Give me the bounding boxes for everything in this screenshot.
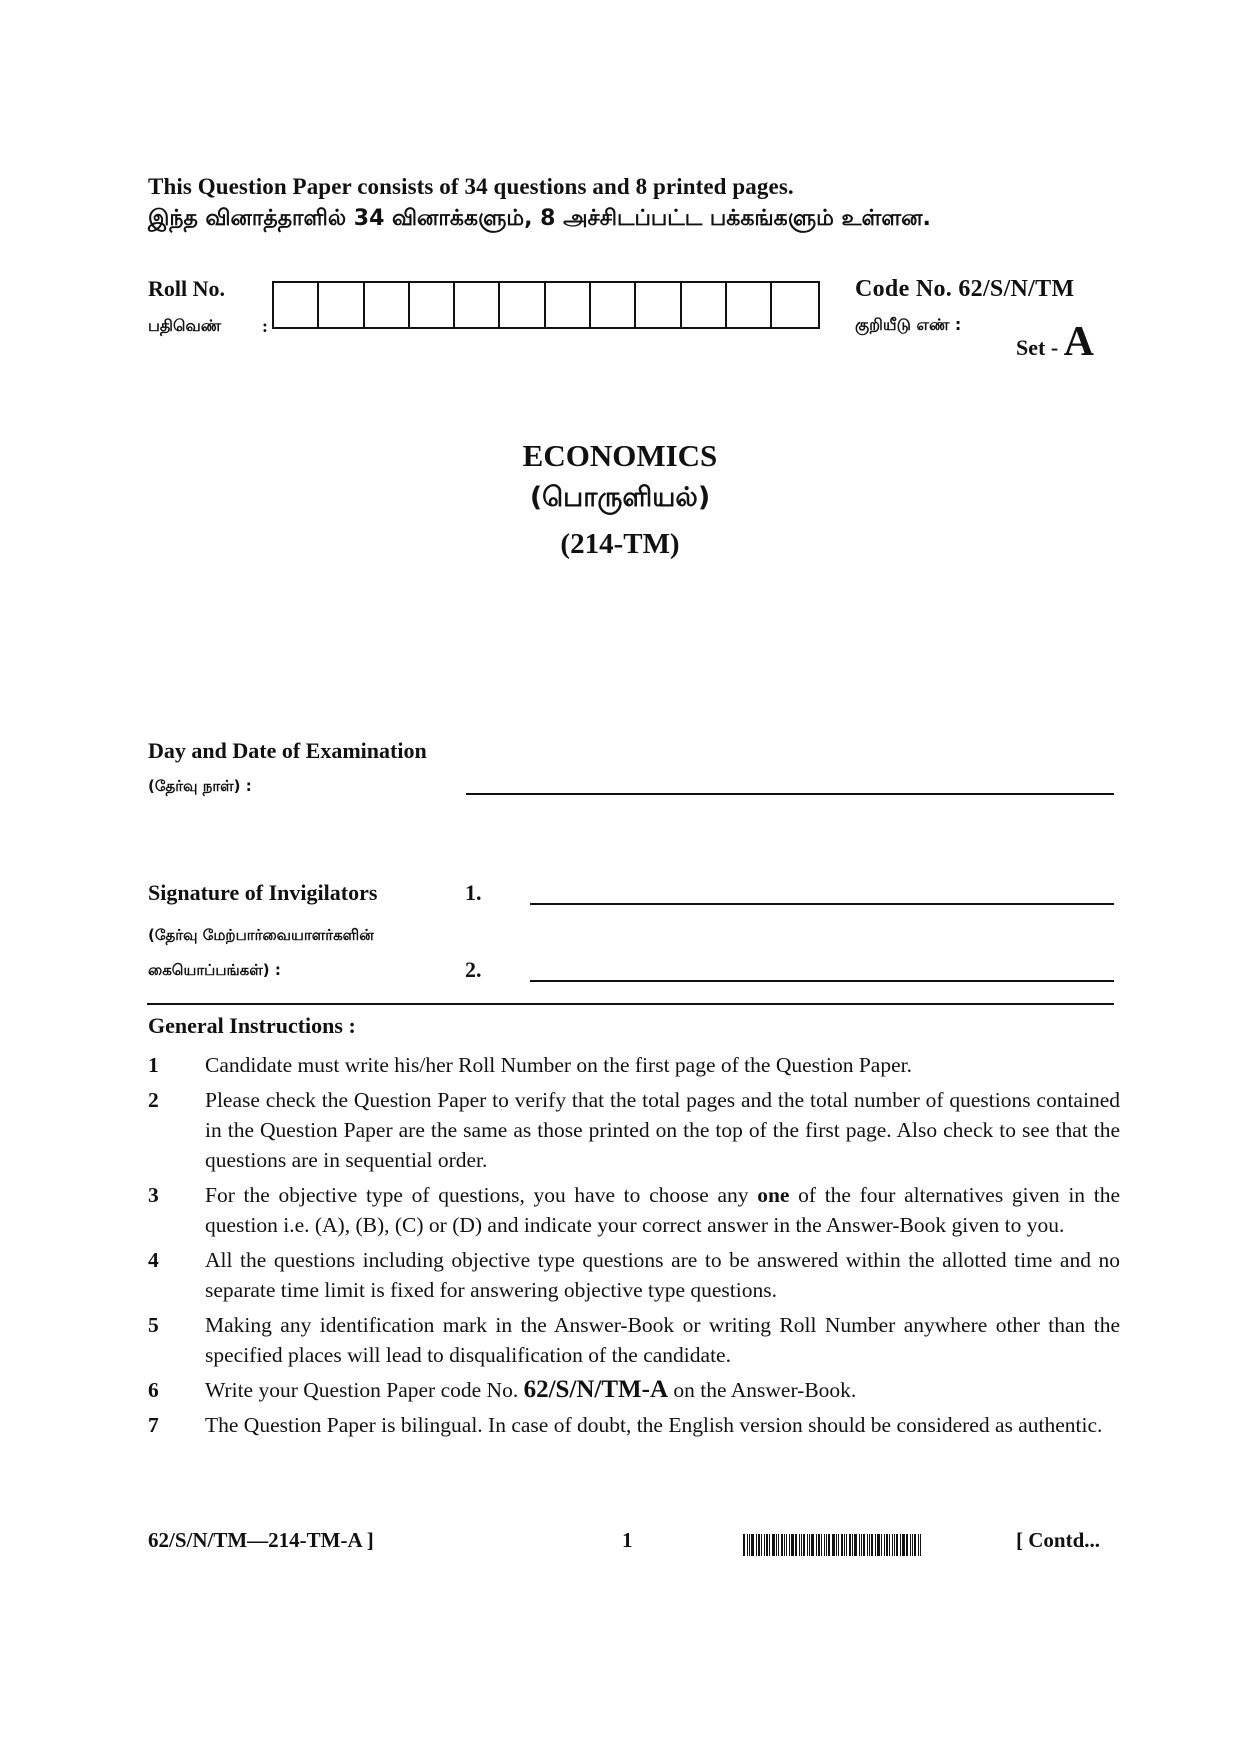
- instruction-item: [148, 1410, 1120, 1440]
- subject-title-block: [0, 0, 1240, 600]
- barcode-bar: [761, 1534, 762, 1556]
- instruction-item: [148, 1245, 1120, 1305]
- barcode-bar: [776, 1534, 777, 1556]
- barcode-bar: [758, 1534, 760, 1556]
- code-number-label-tamil: குறியீடு எண் :: [855, 315, 962, 334]
- barcode-bar: [867, 1534, 868, 1556]
- instruction-item: [148, 1375, 1120, 1405]
- barcode-bar: [836, 1534, 837, 1556]
- barcode-bar: [881, 1534, 882, 1556]
- barcode-bar: [756, 1534, 757, 1556]
- barcode-bar: [906, 1534, 908, 1556]
- invigilator-slot-1-label: 1.: [465, 880, 482, 905]
- barcode-bar: [852, 1534, 853, 1556]
- instruction-text-part: on the Answer-Book.: [668, 1378, 857, 1402]
- barcode-bar: [749, 1534, 750, 1556]
- barcode-bar: [914, 1534, 916, 1556]
- barcode-bar: [900, 1534, 901, 1556]
- barcode-bar: [849, 1534, 851, 1556]
- instruction-item: [148, 1180, 1120, 1240]
- instruction-emphasis: one: [757, 1183, 790, 1207]
- instruction-number: 3: [148, 1183, 159, 1207]
- instruction-text: Making any identification mark in the Answer-Book or writing Roll Number anywhere other than the specified places will lead to disqualification of the candidate.: [205, 1313, 1120, 1367]
- barcode-bar: [912, 1534, 913, 1556]
- barcode-bar: [743, 1534, 745, 1556]
- instruction-number: 7: [148, 1413, 159, 1437]
- barcode-bar: [841, 1534, 843, 1556]
- instructions-heading: General Instructions :: [148, 1013, 356, 1038]
- exam-date-field-line[interactable]: [466, 793, 1114, 795]
- barcode-bar: [778, 1534, 779, 1556]
- barcode-bar: [920, 1534, 921, 1556]
- barcode-bar: [751, 1534, 754, 1556]
- barcode-bar: [884, 1534, 885, 1556]
- answer-book-code: 62/S/N/TM-A: [523, 1376, 669, 1403]
- barcode-bar: [818, 1534, 820, 1556]
- subject-title-tamil: (பொருளியல்): [529, 482, 711, 513]
- barcode-bar: [896, 1534, 898, 1556]
- page-number: 1: [622, 1528, 633, 1552]
- barcode-bar: [769, 1534, 770, 1556]
- footer-paper-code: 62/S/N/TM—214-TM-A ]: [148, 1528, 374, 1552]
- barcode-bar: [795, 1534, 797, 1556]
- instruction-text: The Question Paper is bilingual. In case of doubt, the English version should be considered as authentic.: [205, 1413, 1103, 1437]
- exam-date-label: Day and Date of Examination: [148, 738, 427, 763]
- instruction-text: All the questions including objective type questions are to be answered within the allotted time and no separate time limit is fixed for answering objective type questions.: [205, 1248, 1120, 1302]
- invigilator-signature-line-2[interactable]: [530, 980, 1114, 982]
- instruction-text-part: of the four alternatives given in the question i.e. (A), (B), (C) or (D) and indicate your correct answer in the Answer-Book given to you.: [205, 1183, 1121, 1237]
- invigilator-signature-line-1[interactable]: [530, 903, 1114, 905]
- instruction-text: Candidate must write his/her Roll Number on the first page of the Question Paper.: [205, 1053, 912, 1077]
- barcode-bar: [826, 1534, 827, 1556]
- barcode-bar: [863, 1534, 865, 1556]
- instruction-item: [148, 1050, 1120, 1080]
- barcode-bar: [846, 1534, 847, 1556]
- subject-code: (214-TM): [560, 528, 680, 560]
- subject-title: ECONOMICS: [522, 438, 718, 473]
- barcode-bar: [859, 1534, 860, 1556]
- barcode-bar: [786, 1534, 787, 1556]
- exam-date-label-tamil: (தேர்வு நாள்) :: [148, 777, 252, 795]
- pages-notice-tamil: இந்த வினாத்தாளில் 34 வினாக்களும், 8 அச்சிடப்பட்ட பக்கங்களும் உள்ளன.: [148, 206, 931, 231]
- barcode-bar: [889, 1534, 890, 1556]
- invigilator-signature-label-tamil-2: கையொப்பங்கள்) :: [148, 961, 281, 979]
- invigilator-signature-label: Signature of Invigilators: [148, 880, 378, 905]
- barcode-bar: [892, 1534, 893, 1556]
- invigilator-signature-label-tamil-1: (தேர்வு மேற்பார்வையாளர்களின்: [148, 926, 374, 944]
- instruction-number: 6: [148, 1378, 159, 1402]
- barcode-bar: [869, 1534, 870, 1556]
- roll-number-label-tamil: பதிவெண்: [148, 316, 222, 335]
- instruction-text: [205, 1375, 1120, 1405]
- barcode-bar: [894, 1534, 895, 1556]
- barcode-bar: [764, 1534, 765, 1556]
- pages-notice-english: This Question Paper consists of 34 questions and 8 printed pages.: [148, 174, 794, 199]
- roll-number-label: Roll No.: [148, 276, 225, 301]
- instruction-number: 2: [148, 1088, 159, 1112]
- instructions-list: [148, 1050, 1120, 1445]
- barcode-bar: [910, 1534, 911, 1556]
- instruction-number: 4: [148, 1248, 159, 1272]
- instruction-text-part: For the objective type of questions, you have to choose any: [205, 1183, 758, 1207]
- barcode-bar: [781, 1534, 783, 1556]
- barcode-bar: [809, 1534, 810, 1556]
- barcode-bar: [844, 1534, 845, 1556]
- roll-number-colon: :: [262, 316, 268, 336]
- barcode-bar: [766, 1534, 768, 1556]
- barcode-bar: [832, 1534, 835, 1556]
- barcode-bar: [811, 1534, 814, 1556]
- instruction-text: Please check the Question Paper to verify that the total pages and the total number of questions contained in the Question Paper are the same as those printed on the top of the first page. Also check to see that the questions are in sequential order.: [205, 1088, 1120, 1172]
- barcode-bar: [902, 1534, 905, 1556]
- barcode-bar: [871, 1534, 873, 1556]
- instruction-text-part: Write your Question Paper code No.: [205, 1378, 524, 1402]
- instruction-number: 1: [148, 1053, 159, 1077]
- barcode-bar: [877, 1534, 880, 1556]
- instruction-text: [205, 1180, 1120, 1240]
- instruction-number: 5: [148, 1313, 159, 1337]
- barcode-bar: [875, 1534, 876, 1556]
- barcode-bar: [784, 1534, 785, 1556]
- barcode-bar: [801, 1534, 802, 1556]
- barcode-bar: [772, 1534, 775, 1556]
- set-value: A: [1063, 319, 1094, 365]
- invigilator-slot-2-label: 2.: [465, 957, 482, 982]
- code-number-label: Code No. 62/S/N/TM: [855, 276, 1075, 302]
- barcode-bar: [886, 1534, 888, 1556]
- barcode-bar: [789, 1534, 790, 1556]
- barcode-icon: [743, 1534, 995, 1556]
- section-divider: [147, 1003, 1114, 1005]
- barcode-bar: [807, 1534, 808, 1556]
- barcode-bar: [854, 1534, 857, 1556]
- barcode-bar: [918, 1534, 919, 1556]
- set-label: Set -: [1016, 335, 1064, 360]
- barcode-bar: [861, 1534, 862, 1556]
- barcode-bar: [838, 1534, 839, 1556]
- instruction-item: [148, 1085, 1120, 1175]
- barcode-bar: [747, 1534, 748, 1556]
- barcode-bar: [816, 1534, 817, 1556]
- barcode-bar: [824, 1534, 825, 1556]
- barcode-bar: [828, 1534, 830, 1556]
- barcode-bar: [791, 1534, 794, 1556]
- instruction-item: [148, 1310, 1120, 1370]
- barcode-bar: [821, 1534, 822, 1556]
- barcode-bar: [803, 1534, 805, 1556]
- continued-marker: [ Contd...: [1016, 1528, 1101, 1552]
- barcode-bar: [799, 1534, 800, 1556]
